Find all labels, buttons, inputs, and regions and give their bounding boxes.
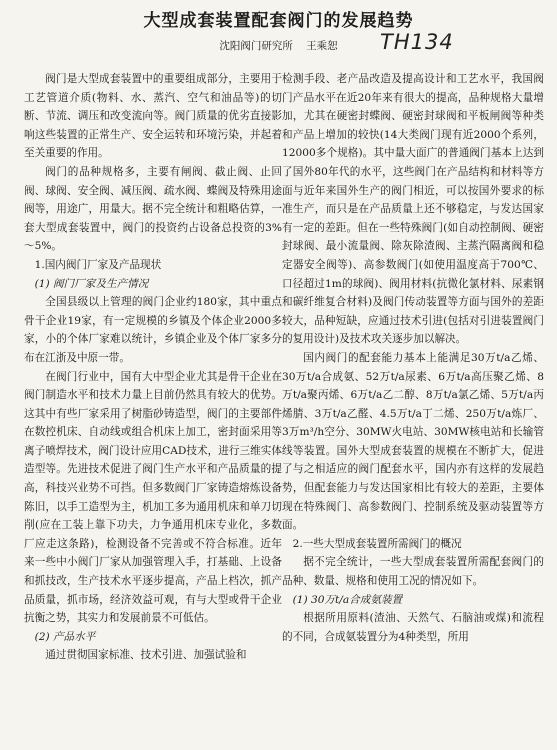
paragraph: 阀门的品种规格多，主要有闸阀、截止阀、止回阀、球阀、安全阀、减压阀、疏水阀、蝶阀及特殊用途阀等，用途广，用量大。据不完全统计和粗略估算，一套大型成套装置中，阀门的投资约占设备总投资的3%～5%。 [24,165,282,253]
byline [0,38,557,53]
paragraph: 根据所用原料(渣油、天然气、石脑油或煤)和流程的不同，合成氨装置分为4种类型，所用 [282,612,544,643]
paragraph: 通过贯彻国家标准、技术引进、加强试验和 [45,649,247,662]
page-title: 大型成套装置配套阀门的发展趋势 [143,11,414,31]
handwritten-classification-note: TH134 [380,30,454,54]
paragraph: 检测手段、老产品改造及提高设计和工艺水平，我国阀门产品水平在近20年来有很大的提高，品种规格大量增加，尤其在硬密封蝶阀、硬密封球阀和平板闸阀等种类和产品上增加的较快(14大类阀门现有近2000个系列，12000多个规格)。其中量大面广的普通阀门基本上达到了国外80年代的水平，这些阀门在产品结构和材料等方面与近年来国外生产的阀门相近，可以按国外要求的标准生产，而只是在产品质量上还不够稳定，与发达国家有一定的差距。但在一些特殊阀门(如自动控制阀、硬密封球阀、最小流量阀、除灰除渣阀、主蒸汽隔离阀和稳定器安全阀等)、高参数阀门(如使用温度高于700℃、口径超过1m的球阀)、阀用材料(抗微化氯材料、尿素钢和碳纤维复合材料)及阀门传动装置等方面与国外的差距较大，品种短缺，应通过技术引进(包括对引进装置阀门的复用设计)及技术攻关逐步加以解决。 [282,73,544,346]
paragraph: 国内阀门的配套能力基本上能满足30万t/a乙烯、30万t/a合成氨、52万t/a尿素、6万t/a高压聚乙烯、8万t/a聚丙烯、6万t/a乙二醇、8万t/a氯乙烯、5万t/a丙烯腈、3万t/a乙醛、4.5万t/a丁二烯、250万t/a炼厂、3万m³/h空分、30MW火电站、30MW核电站和长输管线等装置。国外大型成套装置的规模在不断扩大，促进了与之相适应的阀门配套水平，国内亦有这样的发展趋势，但配套能力与发达国家相比有较大的差距，主要体现在特殊阀门、高参数阀门、控制系统及驱动装置等方面。 [282,351,544,532]
paragraph: 全国县级以上管理的阀门企业约180家，其中重点骨干企业19家，有一定规模的乡镇及个体企业2000多家，小的个体厂家难以统计，乡镇企业及个体厂家多分布在江浙及中原一带。 [24,296,282,364]
paragraph: 阀门是大型成套装置中的重要组成部分，主要用于工艺管道介质(物料、水、蒸汽、空气和油品等)的切断、节流、调压和改变流向等。阀门质量的优劣直接影响这些装置的正常生产、安全运转和环境污染，并起着至关重要的作用。 [24,73,282,160]
paragraph: 据不完全统计，一些大型成套装置所需配套阀门的品种、数量、规格和使用工况的情况如下。 [282,556,544,588]
section-heading: 2.一些大型成套装置所需阀门的概况 [292,537,462,550]
subsection-heading: (2) 产品水平 [34,630,96,643]
subsection-heading: (1) 阀门厂家及生产情况 [34,277,149,290]
author-name: 王乘恕 [306,40,338,52]
section-heading: 1.国内阀门厂家及产品现状 [34,258,162,271]
affiliation: 沈阳阀门研究所 [219,40,293,52]
paragraph: 在阀门行业中，国有大中型企业尤其是骨干企业在阀门制造水平和技术力量上目前仍然具有较大的优势。这其中有些厂家采用了树脂砂铸造型，阀门的主要部件在数控机床、自动线或组合机床上加工，密封面采用等离子喷焊技术，阀门设计应用CAD技术，进行三维实体造型等。先进技术促进了阀门生产水平和产品质量的提高，科技兴业势不可挡。但多数阀门厂家铸造熔炼设备陈旧，以手工造型为主，机加工多为通用机床和单刀切削(应在工装上靠下功夫，力争通用机床专业化，多数厂应走这条路)，检测设备不完善或不符合标准。近年来一些中小阀门厂家从加强管理入手，打基础、上设备和抓技改，生产技术水平逐步提高，产品上档次，抓产品质量，抓市场，经济效益可观，有与大型或骨干企业抗衡之势，其实力和发展前景不可低估。 [24,370,282,625]
subsection-heading: (1) 30万t/a合成氨装置 [292,593,403,606]
right-column [282,70,544,646]
left-column [24,70,282,665]
